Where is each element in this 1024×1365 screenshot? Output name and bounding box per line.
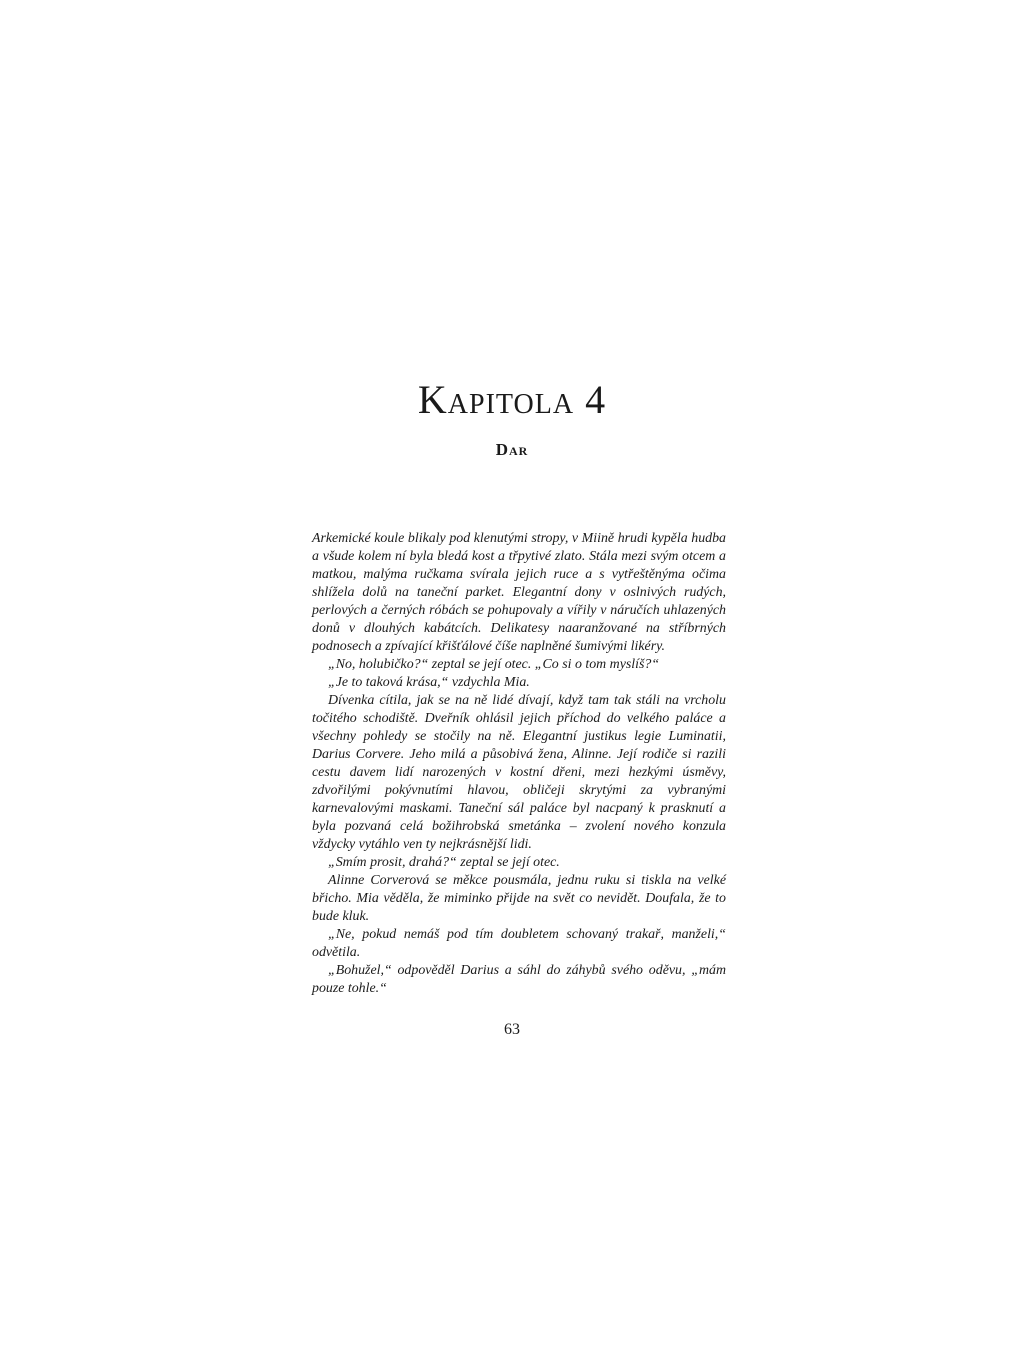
chapter-title: Kapitola 4: [417, 377, 607, 422]
chapter-subtitle: Dar: [495, 440, 529, 459]
paragraph: „Smím prosit, drahá?“ zeptal se její otec.: [328, 855, 560, 870]
page-number: 63: [504, 1021, 520, 1038]
paragraph: Alinne Corverová se měkce pousmála, jednu ruku si tiskla na velké břicho. Mia věděla, že miminko přijde na svět co nevidět. Doufala, že to bude kluk.: [312, 873, 726, 924]
paragraph: „Ne, pokud nemáš pod tím doubletem schovaný trakař, manželi,“ odvětila.: [312, 927, 726, 960]
paragraph: Arkemické koule blikaly pod klenutými stropy, v Miině hrudi kypěla hudba a všude kolem ní byla bledá kost a třpytivé zlato. Stála mezi svým otcem a matkou, malýma ručkama svírala jejich ruce a s vytřeštěnýma očima shlížela dolů na taneční parket. Elegantní dony v oslnivých rudých, perlových a černých róbách se pohupovaly a vířily v náručích uhlazených donů v dlouhých kabátcích. Delikatesy naaranžované na stříbrných podnosech a zpívající křišťálové číše naplněné šumivými likéry.: [312, 531, 726, 654]
paragraph: „Bohužel,“ odpověděl Darius a sáhl do záhybů svého oděvu, „mám pouze tohle.“: [312, 963, 726, 996]
paragraph: „No, holubičko?“ zeptal se její otec. „Co si o tom myslíš?“: [328, 657, 660, 672]
chapter-body: [312, 530, 726, 998]
paragraph: Dívenka cítila, jak se na ně lidé dívají, když tam tak stáli na vrcholu točitého schodiště. Dveřník ohlásil jejich příchod do velkého paláce a všechny pohledy se stočily na ně. Elegantní justikus legie Luminatii, Darius Corvere. Jeho milá a působivá žena, Alinne. Její rodiče si razili cestu davem lidí narozených v kostní dřeni, mezi hezkými úsměvy, zdvořilými pokývnutími hlavou, obličeji skrytými za vybranými karnevalovými maskami. Taneční sál paláce byl nacpaný k prasknutí a byla pozvaná celá božihrobská smetánka – zvolení nového konzula vždycky vytáhlo ven ty nejkrásnější lidi.: [312, 693, 726, 852]
paragraph: „Je to taková krása,“ vzdychla Mia.: [328, 675, 530, 690]
